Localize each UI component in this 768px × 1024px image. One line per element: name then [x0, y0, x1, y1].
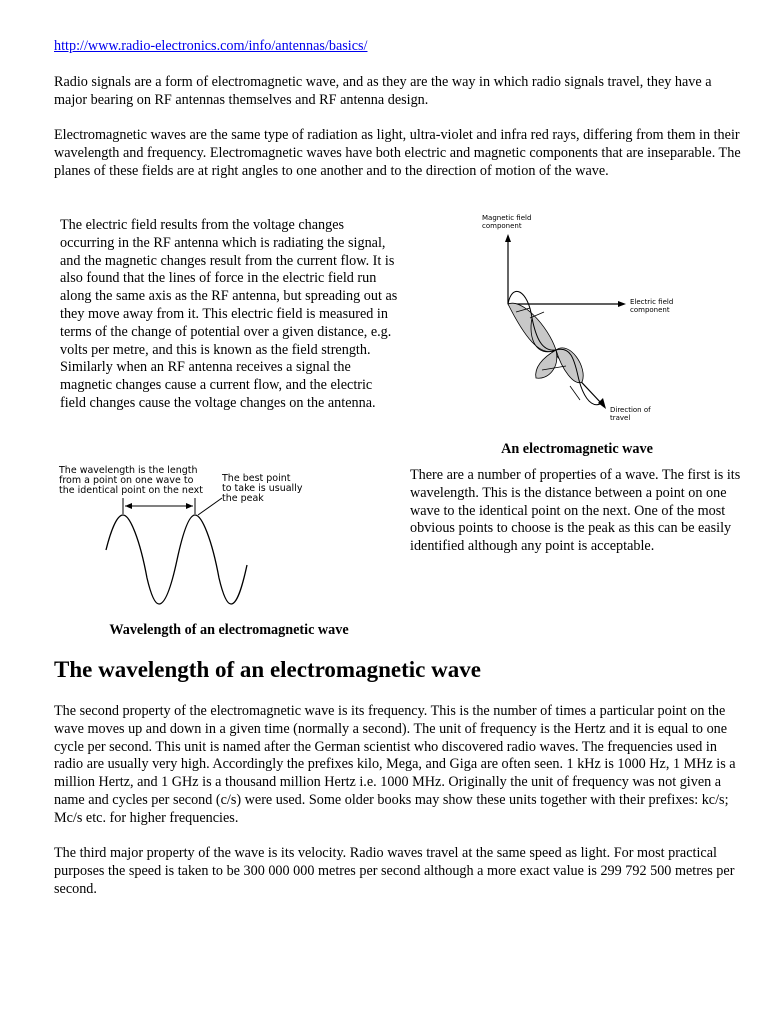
- wavelength-figure: [56, 460, 316, 610]
- em-wave-figure: [470, 208, 680, 426]
- electric-lobe-1: [508, 303, 556, 351]
- frequency-paragraph: The second property of the electromagnetic wave is its frequency. This is the number of times a particular point on the wave moves up and down in a given time (normally a second). The unit of frequency is the Hertz and it is equal to one cycle per second. This unit is named after the German scientist who discovered radio waves. The frequencies used in radio are usually very high. Accordingly the prefixes kilo, Mega, and Giga are often seen. 1 kHz is 1000 Hz, 1 MHz is a million Hertz, and 1 GHz is a thousand million Hertz i.e. 1000 MHz. Originally the unit of frequency was not given a name and cycles per second (c/s) were used. Some older books may show these units together with their prefixes: kc/s; Mc/s etc. for higher frequencies.: [54, 703, 736, 826]
- sine-wave: [106, 515, 247, 604]
- intro-paragraph: Radio signals are a form of electromagnetic wave, and as they are the way in which radio signals travel, they have a major bearing on RF antennas themselves and RF antenna design.: [54, 74, 712, 108]
- em-wave-diagram: [470, 208, 680, 426]
- span-arrowhead-left: [125, 503, 132, 509]
- electric-arrowhead: [618, 301, 626, 307]
- wavelength-caption: Wavelength of an electromagnetic wave: [109, 622, 349, 638]
- wavelength-diagram: [56, 460, 316, 610]
- magnetic-arrowhead: [505, 234, 511, 242]
- electric-field-label-line1: Electric field: [630, 298, 674, 306]
- em-wave-caption: An electromagnetic wave: [501, 441, 653, 457]
- magnetic-field-label-line1: Magnetic field: [482, 214, 532, 222]
- electric-field-paragraph: The electric field results from the voltage changes occurring in the RF antenna which is radiating the signal, and the magnetic changes result from the current flow. It is also found that the lines of force in the electric field run along the same axis as the RF antenna, but spreading out as they move away from it. This electric field is measured in terms of the change of potential over a given distance, e.g. volts per metre, and this is known as the field strength. Similarly when an RF antenna receives a signal the magnetic changes cause a current flow, and the electric field changes cause the voltage changes on the antenna.: [60, 217, 398, 411]
- direction-label-line1: Direction of: [610, 406, 651, 414]
- wavelength-def-line3: the identical point on the next: [59, 485, 203, 496]
- magnetic-field-label-line2: component: [482, 222, 522, 230]
- travel-arrowhead: [598, 398, 606, 409]
- field-tick-3: [570, 386, 580, 400]
- best-point-line2: to take is usually: [222, 483, 303, 494]
- peak-pointer-line: [198, 498, 222, 515]
- electric-lobe-3: [536, 350, 557, 378]
- best-point-line1: The best point: [222, 473, 291, 484]
- wavelength-paragraph: There are a number of properties of a wave. The first is its wavelength. This is the distance between a point on one wave to the identical point on the next. One of the most obvious points to choose is the peak as this can be easily identified although any point is acceptable.: [410, 467, 741, 555]
- best-point-line3: the peak: [222, 493, 264, 504]
- source-link[interactable]: http://www.radio-electronics.com/info/antennas/basics/: [54, 38, 368, 54]
- direction-label-line2: travel: [610, 414, 631, 422]
- section-heading: The wavelength of an electromagnetic wave: [54, 657, 481, 682]
- wavelength-def-line1: The wavelength is the length: [59, 465, 198, 476]
- velocity-paragraph: The third major property of the wave is its velocity. Radio waves travel at the same speed as light. For most practical purposes the speed is taken to be 300 000 000 metres per second although a more exact value is 299 792 500 metres per second.: [54, 845, 735, 897]
- span-arrowhead-right: [186, 503, 193, 509]
- em-waves-paragraph: Electromagnetic waves are the same type of radiation as light, ultra-violet and infra red rays, differing from them in their wavelength and frequency. Electromagnetic waves have both electric and magnetic components that are inseparable. The planes of these fields are at right angles to one another and to the direction of motion of the wave.: [54, 127, 741, 179]
- electric-field-label-line2: component: [630, 306, 670, 314]
- wavelength-def-line2: from a point on one wave to: [59, 475, 194, 486]
